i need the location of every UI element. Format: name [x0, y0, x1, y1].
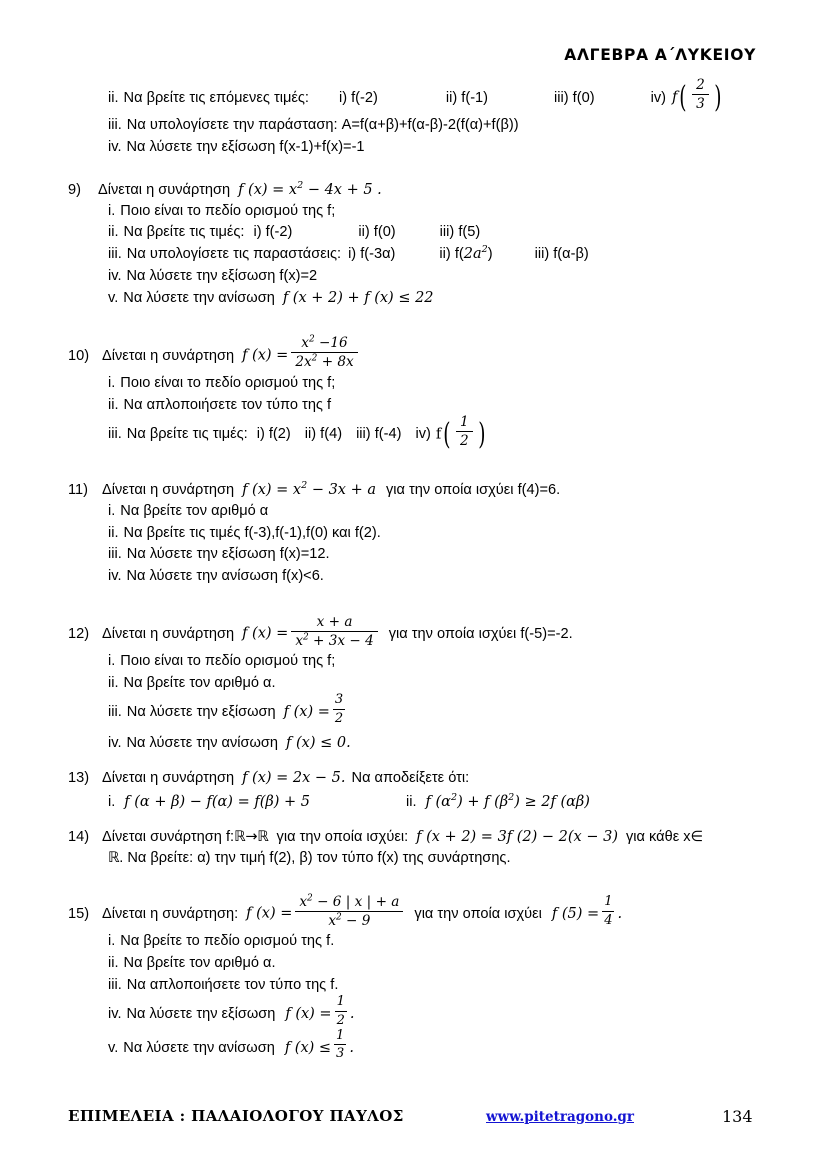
value-option-2: ii) f(0) [358, 224, 396, 241]
exercise-number: 14) [68, 828, 90, 845]
sub-items-list [68, 651, 828, 757]
sub-item [108, 77, 828, 115]
sub-item-label: iv. [108, 268, 122, 285]
sub-item [108, 789, 828, 816]
sub-item [108, 994, 828, 1031]
exercise-12 [0, 613, 828, 757]
exercise-stem-tail: για την οποία ισχύει f(4)=6. [386, 481, 561, 498]
footer-page-number: 134 [722, 1107, 753, 1126]
sub-item-text: Να βρείτε τις τιμές: [126, 426, 248, 443]
math-identity-1: f (α + β) − f(α) = f(β) + 5 [124, 793, 310, 810]
sub-item-label: iv. [108, 568, 122, 585]
value-option-4-prefix: iv) [415, 426, 431, 443]
sub-item [108, 414, 828, 452]
blackboard-r-icon: ℝ [234, 827, 246, 845]
exercise-number: 15) [68, 905, 90, 922]
value-option-3: iii) f(0) [554, 89, 595, 106]
sub-item-label: iii. [108, 117, 122, 134]
exercise-stem-tail: Να αποδείξετε ότι: [351, 770, 470, 787]
sub-item [108, 201, 828, 223]
sub-item-label: ii. [108, 524, 119, 541]
exercise-stem-text: Δίνεται η συνάρτηση [102, 481, 235, 498]
sub-item-label: iii. [108, 246, 122, 263]
sub-item-text: Να βρείτε τις τιμές f(-3),f(-1),f(0) και f(2). [123, 524, 381, 541]
sub-items-list [68, 373, 828, 452]
sub-item [108, 373, 828, 395]
exercise-stem-mid: για την οποία ισχύει [414, 905, 542, 922]
sub-item [108, 673, 828, 695]
exercise-stem-text: Δίνεται η συνάρτηση [102, 625, 235, 642]
math-rational-function: f (x) = $\frac{x + a}{x^2 + 3x - 4}$ [242, 616, 381, 651]
sub-item [108, 222, 828, 244]
exercise-8-tail [0, 77, 828, 159]
sub-items-list [68, 931, 828, 1064]
sub-item-text: Ποιο είναι το πεδίο ορισμού της f; [120, 653, 336, 670]
exercise-number: 13) [68, 770, 90, 787]
sub-item-text: Να λύσετε την ανίσωση [123, 290, 275, 307]
sub-item-text: Να βρείτε τον αριθμό α. [123, 675, 276, 692]
sub-item-label: ii. [108, 224, 119, 241]
blackboard-r-icon: ℝ [108, 848, 120, 866]
math-expression-f-two-thirds: f ( $\frac{2}{3}$ ) [671, 77, 722, 115]
exercise-13 [0, 768, 828, 816]
sub-item-label: i. [108, 653, 116, 670]
math-identity-2: f $(\alpha^2) + f$ $(\beta^2) \ge 2f$ (αβ) [425, 792, 590, 810]
math-formula-quadratic-a: f $(x) = x^2 - 3x + a$ [242, 480, 376, 498]
sub-items-list [68, 77, 828, 159]
exercise-11 [0, 480, 828, 588]
exercise-stem-line2-text: . Να βρείτε: α) την τιμή f(2), β) τον τύπο f(x) της συνάρτησης. [119, 849, 511, 866]
sub-item-text: Ποιο είναι το πεδίο ορισμού της f; [120, 202, 336, 219]
sub-item-label: i. [108, 375, 116, 392]
blackboard-r-icon: ℝ [257, 827, 269, 845]
sub-item [108, 1028, 828, 1065]
value-option-1: i) f(-2) [338, 89, 378, 106]
sub-item-text: Να βρείτε τις τιμές: [123, 224, 245, 241]
exercise-stem-post: για κάθε x∈ [626, 828, 704, 845]
math-equation-three-halves: f (x) = $\frac{3}{2}$ [283, 692, 344, 726]
sub-item-label: ii. [108, 955, 119, 972]
sub-item-text: Ποιο είναι το πεδίο ορισμού της f; [120, 375, 336, 392]
sub-item-text: Να λύσετε την εξίσωση [126, 1005, 276, 1022]
document-body [0, 77, 828, 1064]
sub-item-label: iv. [108, 1005, 122, 1022]
sub-items-list [68, 789, 828, 816]
math-rational-abs-function: f (x) = $\frac{x^2 - 6 | x | + a}{x^2 - 9}$ [246, 896, 406, 931]
exercise-stem-mid: για την οποία ισχύει: [276, 828, 409, 845]
exercise-stem [68, 334, 828, 373]
value-option-3: iii) f(5) [439, 224, 481, 241]
sub-item [108, 729, 828, 757]
sub-item-label: ii. [108, 396, 119, 413]
sub-item-text: Να λύσετε την ανίσωση [123, 1039, 275, 1056]
sub-item-label: iii. [108, 977, 122, 994]
exercise-stem [68, 768, 828, 789]
sub-item-label: i. [108, 793, 116, 810]
exercise-stem-line2 [68, 848, 828, 869]
exercise-15 [0, 893, 828, 1064]
page-footer [0, 1107, 828, 1133]
sub-item-text: Να βρείτε το πεδίο ορισμού της f. [120, 933, 335, 950]
exercise-stem-text: Δίνεται η συνάρτηση [98, 181, 231, 198]
sub-item-label: iii. [108, 546, 122, 563]
math-formula-linear: f (x) = 2x − 5. [242, 770, 346, 787]
exercise-stem-text: Δίνεται συνάρτηση f:ℝ→ℝ [102, 827, 269, 845]
exercise-stem-tail: για την οποία ισχύει f(-5)=-2. [388, 625, 573, 642]
sub-item [108, 288, 828, 310]
sub-items-list [68, 501, 828, 589]
value-option-3: iii) f(α-β) [534, 246, 589, 263]
sub-item-label: i. [108, 202, 116, 219]
exercise-stem [68, 893, 828, 931]
page-header-title: ΑΛΓΕΒΡΑ Α΄ΛΥΚΕΙΟΥ [564, 46, 756, 64]
sub-item [108, 931, 828, 953]
exercise-stem [68, 480, 828, 501]
sub-items-list [68, 201, 828, 310]
math-inequality-one-third: f (x) ≤ $\frac{1}{3}$ . [284, 1028, 354, 1062]
exercise-stem [68, 613, 828, 651]
math-condition-f5: f (5) = $\frac{1}{4}$ . [551, 894, 623, 928]
sub-item-label: ii. [108, 89, 119, 106]
footer-website-link[interactable]: www.pitetragono.gr [486, 1109, 634, 1125]
sub-item-text: Να λύσετε την εξίσωση f(x)=12. [126, 546, 330, 563]
sub-item-text: Να λύσετε την εξίσωση f(x)=2 [126, 268, 318, 285]
footer-author: ΕΠΙΜΕΛΕΙΑ : ΠΑΛΑΙΟΛΟΓΟΥ ΠΑΥΛΟΣ [68, 1107, 404, 1125]
exercise-14 [0, 827, 828, 868]
value-option-4-prefix: iv) [650, 89, 666, 106]
sub-item [108, 953, 828, 975]
value-option-3: iii) f(-4) [356, 426, 402, 443]
exercise-number: 12) [68, 625, 90, 642]
math-functional-equation: f (x + 2) = 3f (2) − 2(x − 3) [416, 828, 618, 845]
sub-item [108, 692, 828, 729]
value-option-2: ii) f(4) [304, 426, 343, 443]
value-option-2: ii) f(-1) [445, 89, 489, 106]
sub-item [108, 266, 828, 288]
math-rational-function: f (x) = $\frac{x^2 -16}{2x^2 + 8x}$ [242, 338, 361, 373]
sub-item [108, 544, 828, 566]
sub-item [108, 651, 828, 673]
sub-item [108, 115, 828, 137]
exercise-stem-text: Δίνεται η συνάρτηση [102, 770, 235, 787]
sub-item-label: iv. [108, 138, 122, 155]
exercise-stem [68, 827, 828, 848]
sub-item-text: Να απλοποιήσετε τον τύπο της f. [126, 977, 339, 994]
math-expression-f-one-half: f ( $\frac{1}{2}$ ) [435, 414, 486, 452]
value-option-1: i) f(-3α) [348, 246, 396, 263]
sub-item [108, 501, 828, 523]
sub-item-label: i. [108, 933, 116, 950]
sub-item-text: Να υπολογίσετε την παράσταση: A=f(α+β)+f(α-β)-2(f(α)+f(β)) [126, 117, 519, 134]
exercise-10 [0, 334, 828, 452]
math-inequality: f (x) ≤ 0. [286, 734, 351, 751]
math-inequality: f (x + 2) + f (x) ≤ 22 [282, 290, 434, 307]
sub-item-text: Να βρείτε τον αριθμό α. [123, 955, 276, 972]
exercise-stem-text: Δίνεται η συνάρτηση [102, 347, 235, 364]
sub-item-text: Να λύσετε την ανίσωση f(x)<6. [126, 568, 324, 585]
value-option-2: ii) $f(2a^2)$ [439, 244, 493, 263]
sub-item-label: ii. [108, 675, 119, 692]
math-equation-one-half: f (x) = $\frac{1}{2}$ . [285, 994, 355, 1028]
sub-item-label: v. [108, 1039, 119, 1056]
sub-item-label: v. [108, 290, 119, 307]
exercise-number: 10) [68, 347, 90, 364]
sub-item-label: i. [108, 502, 116, 519]
sub-item [108, 137, 828, 159]
sub-item-label: ii. [406, 793, 417, 810]
sub-item [108, 523, 828, 545]
sub-item-text: Να λύσετε την εξίσωση [126, 703, 276, 720]
sub-item [108, 566, 828, 588]
exercise-number: 9) [68, 181, 81, 198]
exercise-stem-text: Δίνεται η συνάρτηση: [102, 905, 239, 922]
right-arrow-icon: → [245, 827, 258, 845]
sub-item-label: iv. [108, 734, 122, 751]
sub-item-text: Να βρείτε τον αριθμό α [120, 502, 269, 519]
value-option-1: i) f(2) [256, 426, 291, 443]
exercise-stem [68, 180, 828, 201]
sub-item-text: Να βρείτε τις επόμενες τιμές: [123, 89, 309, 106]
sub-item-text: Να λύσετε την εξίσωση f(x-1)+f(x)=-1 [126, 138, 365, 155]
sub-item-label: iii. [108, 703, 122, 720]
sub-item-text: Να απλοποιήσετε τον τύπο της f [123, 396, 332, 413]
exercise-9 [0, 180, 828, 310]
exercise-number: 11) [68, 481, 89, 498]
value-option-1: i) f(-2) [253, 224, 293, 241]
math-formula-quadratic: f $(x) = x^2 - 4x + 5$ . [238, 180, 382, 198]
sub-item-text: Να υπολογίσετε τις παραστάσεις: [126, 246, 342, 263]
sub-item-label: iii. [108, 426, 122, 443]
sub-item [108, 975, 828, 997]
sub-item-text: Να λύσετε την ανίσωση [126, 734, 279, 751]
sub-item [108, 244, 828, 266]
